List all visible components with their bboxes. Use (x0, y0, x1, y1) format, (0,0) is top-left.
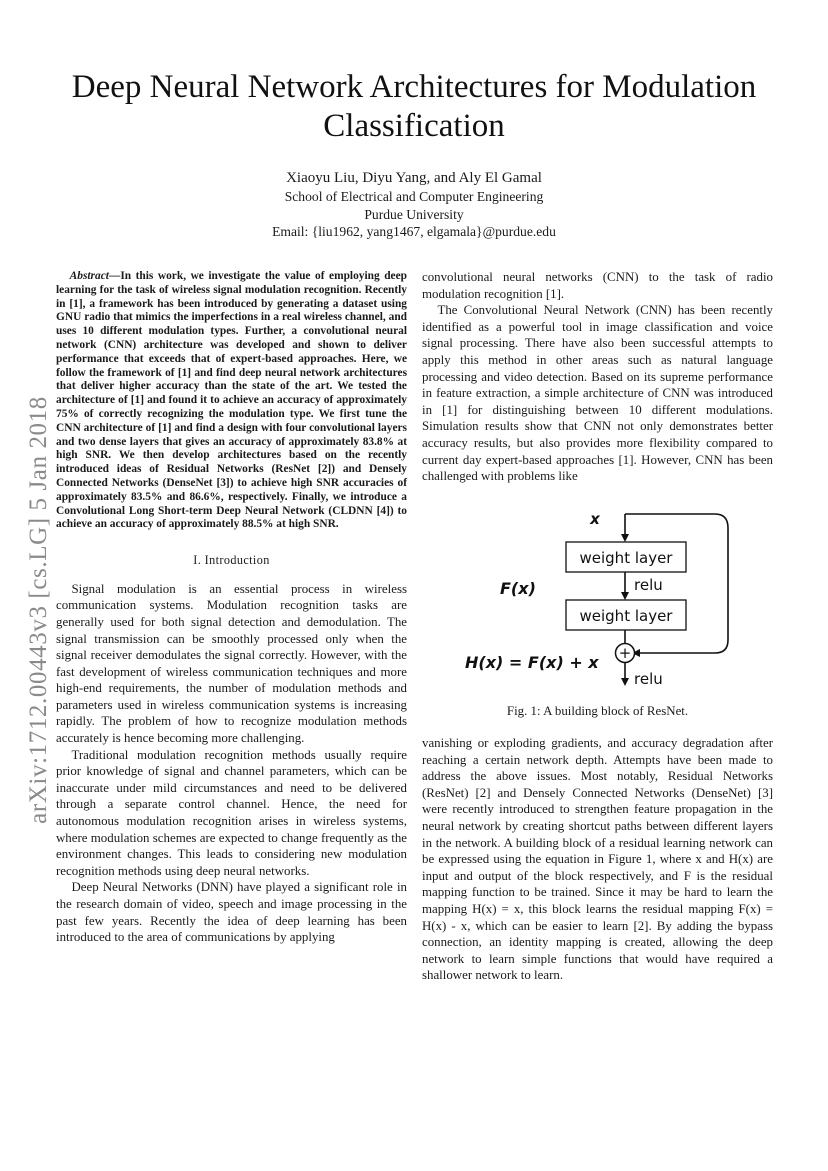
author-block (200, 168, 628, 241)
abstract-text: —In this work, we investigate the value of employing deep learning for the task of wireless signal modulation recognition. Recently in [1], a framework has been introduced by generating a dataset using GNU radio that mimics the imperfections in a real wireless channel, and uses 10 different modulation types. Further, a convolutional neural network (CNN) architecture was developed and shown to deliver performance that exceeds that of expert-based approaches. Here, we follow the framework of [1] and find deep neural network architectures that deliver higher accuracy than the state of the art. We tested the architecture of [1] and found it to achieve an accuracy of approximately 75% of correctly recognizing the modulation type. We first tune the CNN architecture of [1] and find a design with four convolutional layers and two dense layers that gives an accuracy of approximately 83.8% at high SNR. We then develop architectures based on the recently introduced ideas of Residual Networks (ResNet [2]) and Densely Connected Networks (DenseNet [3]) to achieve high SNR accuracies of approximately 83.5% and 86.6%, respectively. Finally, we introduce a Convolutional Long Short-term Deep Neural Network (CLDNN [4]) to achieve an accuracy of approximately 88.5% at high SNR. (56, 270, 407, 531)
right-column-top (422, 269, 773, 485)
weight-layer-label-1: weight layer (579, 549, 673, 567)
right-paragraph-2: The Convolutional Neural Network (CNN) has been recently identified as a powerful tool in image classification and voice signal processing. There have also been successful attempts to apply this method in other areas such as natural language processing and video detection. Based on its supreme performance in feature extraction, a simple architecture of CNN was introduced in [1] for distinguishing between 10 different modulations. Simulation results show that CNN not only demonstrates better accuracy results, but also provides more flexibility compared to current day expert-based approaches [1]. However, CNN has been challenged with problems like (422, 303, 773, 484)
right-paragraph-1: convolutional neural networks (CNN) to the task of radio modulation recognition [1]. (422, 270, 773, 301)
input-arrowhead (621, 534, 629, 542)
affiliation: School of Electrical and Computer Engineering (284, 189, 544, 204)
resnet-figure (460, 500, 760, 700)
university: Purdue University (364, 206, 464, 222)
arxiv-id: arXiv:1712.00443v3 [cs.LG] 5 Jan 2018 (25, 396, 52, 824)
author-names: Xiaoyu Liu, Diyu Yang, and Aly El Gamal (286, 170, 542, 186)
relu-label-2: relu (634, 670, 663, 688)
abstract-label: Abstract (69, 270, 109, 282)
intro-paragraph-1: Signal modulation is an essential process in wireless communication systems. Modulation recognition tasks are generally used for both signal detection and demodulation. The signal transmission can be smoothly processed only when the signal receiver demodulates the signal correctly. However, with the fast development of wireless communication techniques and more high-end requirements, the number of modulation methods and parameters used in wireless communication systems is increasing rapidly. The problem of how to recognize modulation methods accurately is hence becoming more challenging. (56, 581, 407, 746)
right-column-bottom (422, 735, 773, 984)
mid-arrowhead (621, 592, 629, 600)
left-column (56, 270, 407, 946)
intro-paragraph-3: Deep Neural Networks (DNN) have played a significant role in the research domain of video, speech and image processing in the past few years. Recently the idea of deep learning has been introduced to the area of communications by applying (56, 880, 407, 945)
right-paragraph-3: vanishing or exploding gradients, and accuracy degradation after reaching a certain network depth. Attempts have been made to address the above issues. Most notably, Residual Networks (ResNet) [2] and Densely Connected Networks (DenseNet) [3] were recently introduced to strengthen feature propagation in the neural network by creating shortcut paths between different layers in the network. A building block of a residual learning network can be expressed using the equation in Figure 1, where x and H(x) are input and output of the block respectively, and F is the residual mapping function to be trained. Since it may be hard to learn the mapping H(x) = x, this block learns the residual mapping F(x) = H(x) - x, which can be easier to learn [2]. By adding the bypass connection, an identity mapping is created, allowing the deep network to learn simple functions that would have required a shallower network to learn. (422, 736, 773, 983)
output-arrowhead (621, 678, 629, 686)
abstract (56, 270, 407, 532)
relu-label-1: relu (634, 576, 663, 594)
plus-icon: + (618, 644, 632, 662)
intro-paragraph-2: Traditional modulation recognition methods usually require prior knowledge of signal and channel parameters, which can be inaccurate under mild circumstances and need to be delivered through a separate control channel. Hence, the need for autonomous modulation recognition arises in wireless systems, where modulation schemes are expected to change frequently as the environment changes. This leads to considering new modulation recognition methods using deep neural networks. (56, 747, 407, 878)
fx-label: F(x) (500, 579, 536, 598)
section-heading: I. Introduction (193, 553, 270, 568)
email: Email: {liu1962, yang1467, elgamala}@purdue.edu (272, 224, 556, 239)
paper-title: Deep Neural Network Architectures for Modulation Classification (71, 69, 757, 144)
figure-caption: Fig. 1: A building block of ResNet. (506, 704, 689, 718)
hx-equation: H(x) = F(x) + x (465, 653, 599, 672)
resnet-block-diagram (460, 500, 760, 700)
weight-layer-label-2: weight layer (579, 607, 673, 625)
input-x-label: x (590, 510, 600, 528)
